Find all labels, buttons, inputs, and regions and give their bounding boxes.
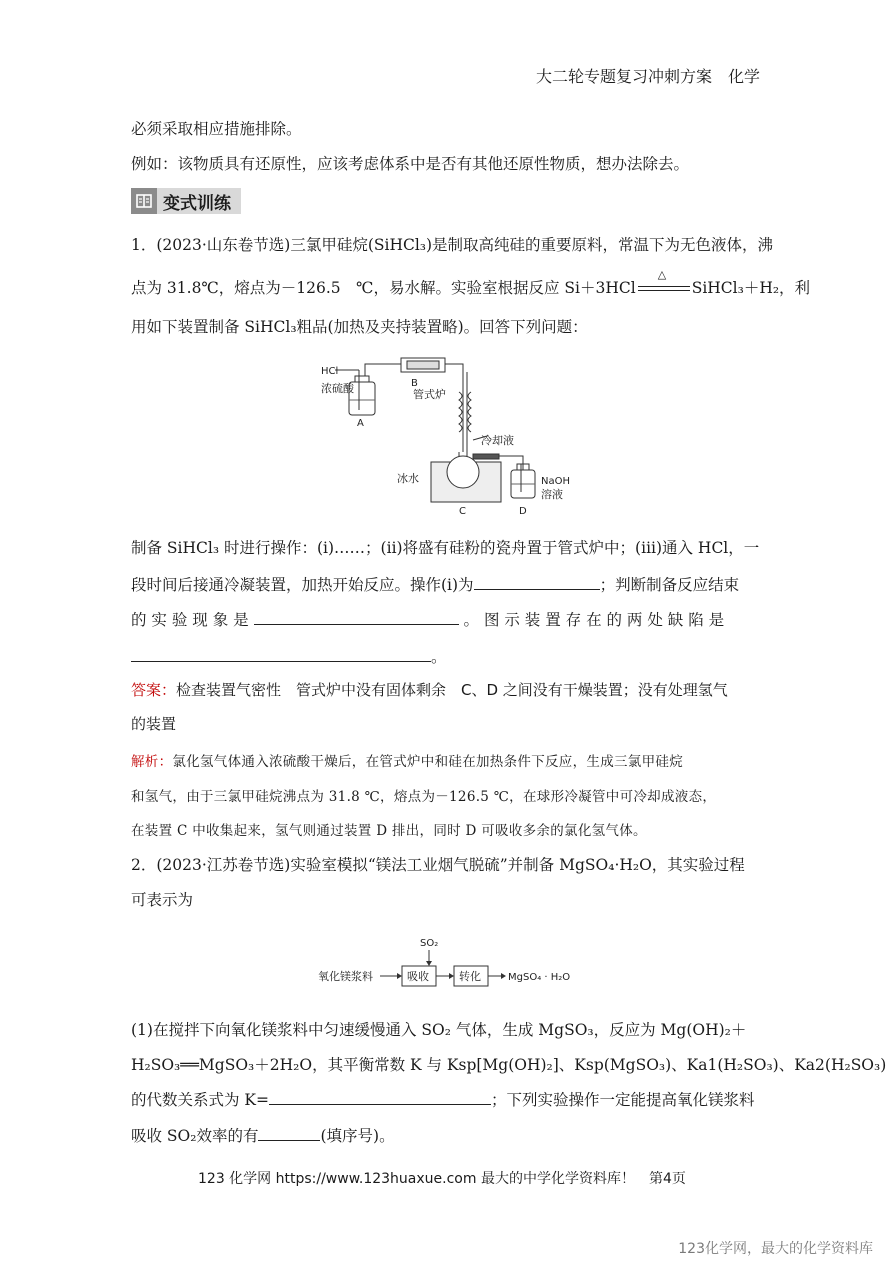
blank-operation-i[interactable]	[474, 588, 600, 590]
q1-ops-line-3	[131, 608, 724, 630]
q2-p1-line-4	[131, 1124, 395, 1146]
blank-k-expression[interactable]	[269, 1103, 491, 1105]
q1-ops-line-2	[131, 573, 739, 595]
q2-p1-line-3	[131, 1088, 755, 1110]
tube-furnace-b	[397, 358, 467, 452]
q2-p1-line-3-b: ；下列实验操作一定能提高氧化镁浆料	[491, 1091, 755, 1109]
process-flow-diagram	[318, 934, 583, 988]
label-a: A	[357, 418, 364, 429]
book-icon	[131, 188, 157, 214]
flow-convert: 转化	[459, 970, 481, 983]
q1-line-3: 用如下装置制备 SiHCl₃粗品(加热及夹持装置略)。回答下列问题：	[131, 318, 588, 336]
blank-defects[interactable]	[131, 660, 431, 662]
q1-ops-line-2-a: 段时间后接通冷凝装置，加热开始反应。操作(ⅰ)为	[131, 576, 474, 594]
q1-line-1: 1．(2023·山东卷节选)三氯甲硅烷(SiHCl₃)是制取高纯硅的重要原料，常温下为无色液体，沸	[131, 236, 774, 254]
intro-line-1: 必须采取相应措施排除。	[131, 120, 302, 138]
watermark: 123化学网，最大的化学资料库	[678, 1241, 873, 1257]
answer-text-1: 检查装置气密性 管式炉中没有固体剩余 C、D 之间没有干燥装置；没有处理氢气	[176, 681, 728, 699]
analysis-text-1: 氯化氢气体通入浓硫酸干燥后，在管式炉中和硅在加热条件下反应，生成三氯甲硅烷	[172, 754, 684, 770]
reaction-arrow	[636, 268, 692, 296]
analysis-line-2: 和氢气，由于三氯甲硅烷沸点为 31.8 ℃，熔点为－126.5 ℃，在球形冷凝管中可冷却成液态，	[131, 789, 717, 805]
q1-ops-line-3-b: 。 图 示 装 置 存 在 的 两 处 缺 陷 是	[463, 611, 725, 629]
label-conc-h2so4: 浓硫酸	[321, 382, 354, 395]
analysis-line-1	[131, 750, 683, 770]
q1-line-2-a: 点为 31.8℃，熔点为－126.5 ℃，易水解。实验室根据反应 Si＋3HCl	[131, 279, 636, 297]
label-hcl: HCl	[321, 366, 339, 377]
answer-line-2: 的装置	[131, 715, 177, 733]
page-header: 大二轮专题复习冲刺方案 化学	[535, 67, 760, 86]
intro-line-2: 例如：该物质具有还原性，应该考虑体系中是否有其他还原性物质，想办法除去。	[131, 155, 690, 173]
blank-end-phenomenon[interactable]	[254, 623, 459, 625]
label-solution: 溶液	[541, 488, 563, 501]
label-b: B	[411, 378, 418, 389]
flow-slurry: 氧化镁浆料	[318, 970, 373, 983]
label-ice-water: 冰水	[397, 472, 419, 485]
q1-line-2	[131, 268, 811, 298]
label-c: C	[459, 506, 466, 517]
q2-p1-line-3-a: 的代数关系式为 K=	[131, 1091, 269, 1109]
blank-options[interactable]	[258, 1139, 320, 1141]
q2-p1-line-2: H₂SO₃══MgSO₃＋2H₂O，其平衡常数 K 与 Ksp[Mg(OH)₂]、Ksp(MgSO₃)、Ka1(H₂SO₃)、Ka2(H₂SO₃)	[131, 1056, 887, 1074]
q1-ops-line-3-a: 的 实 验 现 象 是	[131, 611, 249, 629]
flow-product: MgSO₄ · H₂O	[508, 972, 571, 983]
q2-p1-line-1: (1)在搅拌下向氧化镁浆料中匀速缓慢通入 SO₂ 气体，生成 MgSO₃，反应为 Mg(OH)₂＋	[131, 1021, 747, 1039]
label-tube-furnace: 管式炉	[413, 388, 446, 401]
answer-label: 答案：	[131, 681, 177, 699]
label-coolant: 冷却液	[481, 434, 514, 447]
analysis-label: 解析：	[131, 754, 173, 770]
page-footer: 123 化学网 https://www.123huaxue.com 最大的中学化学资料库！ 第4页	[198, 1171, 686, 1187]
heat-symbol: △	[657, 268, 667, 281]
apparatus-diagram	[315, 352, 580, 524]
analysis-line-3: 在装置 C 中收集起来，氢气则通过装置 D 排出，同时 D 可吸收多余的氯化氢气体。	[131, 823, 647, 839]
label-naoh: NaOH	[541, 476, 570, 487]
flask-c	[431, 452, 523, 502]
q1-ops-line-1: 制备 SiHCl₃ 时进行操作：(ⅰ)……；(ⅱ)将盛有硅粉的瓷舟置于管式炉中；(ⅲ)通入 HCl，一	[131, 539, 760, 557]
flow-so2: SO₂	[420, 938, 439, 949]
q1-line-2-b: SiHCl₃＋H₂，利	[691, 279, 811, 297]
q2-p1-line-4-b: (填序号)。	[320, 1127, 395, 1145]
label-d: D	[519, 506, 527, 517]
q1-ops-line-4	[131, 645, 447, 667]
q2-line-1: 2．(2023·江苏卷节选)实验室模拟“镁法工业烟气脱硫”并制备 MgSO₄·H₂O，其实验过程	[131, 856, 745, 874]
q1-ops-line-2-b: ；判断制备反应结束	[599, 576, 740, 594]
q2-p1-line-4-a: 吸收 SO₂效率的有	[131, 1127, 259, 1145]
answer-line-1	[131, 679, 728, 700]
section-heading	[131, 188, 241, 214]
section-title: 变式训练	[157, 188, 241, 214]
q1-ops-line-4-end: 。	[431, 648, 447, 666]
flow-absorb: 吸收	[407, 970, 429, 983]
q2-line-2: 可表示为	[131, 891, 194, 909]
